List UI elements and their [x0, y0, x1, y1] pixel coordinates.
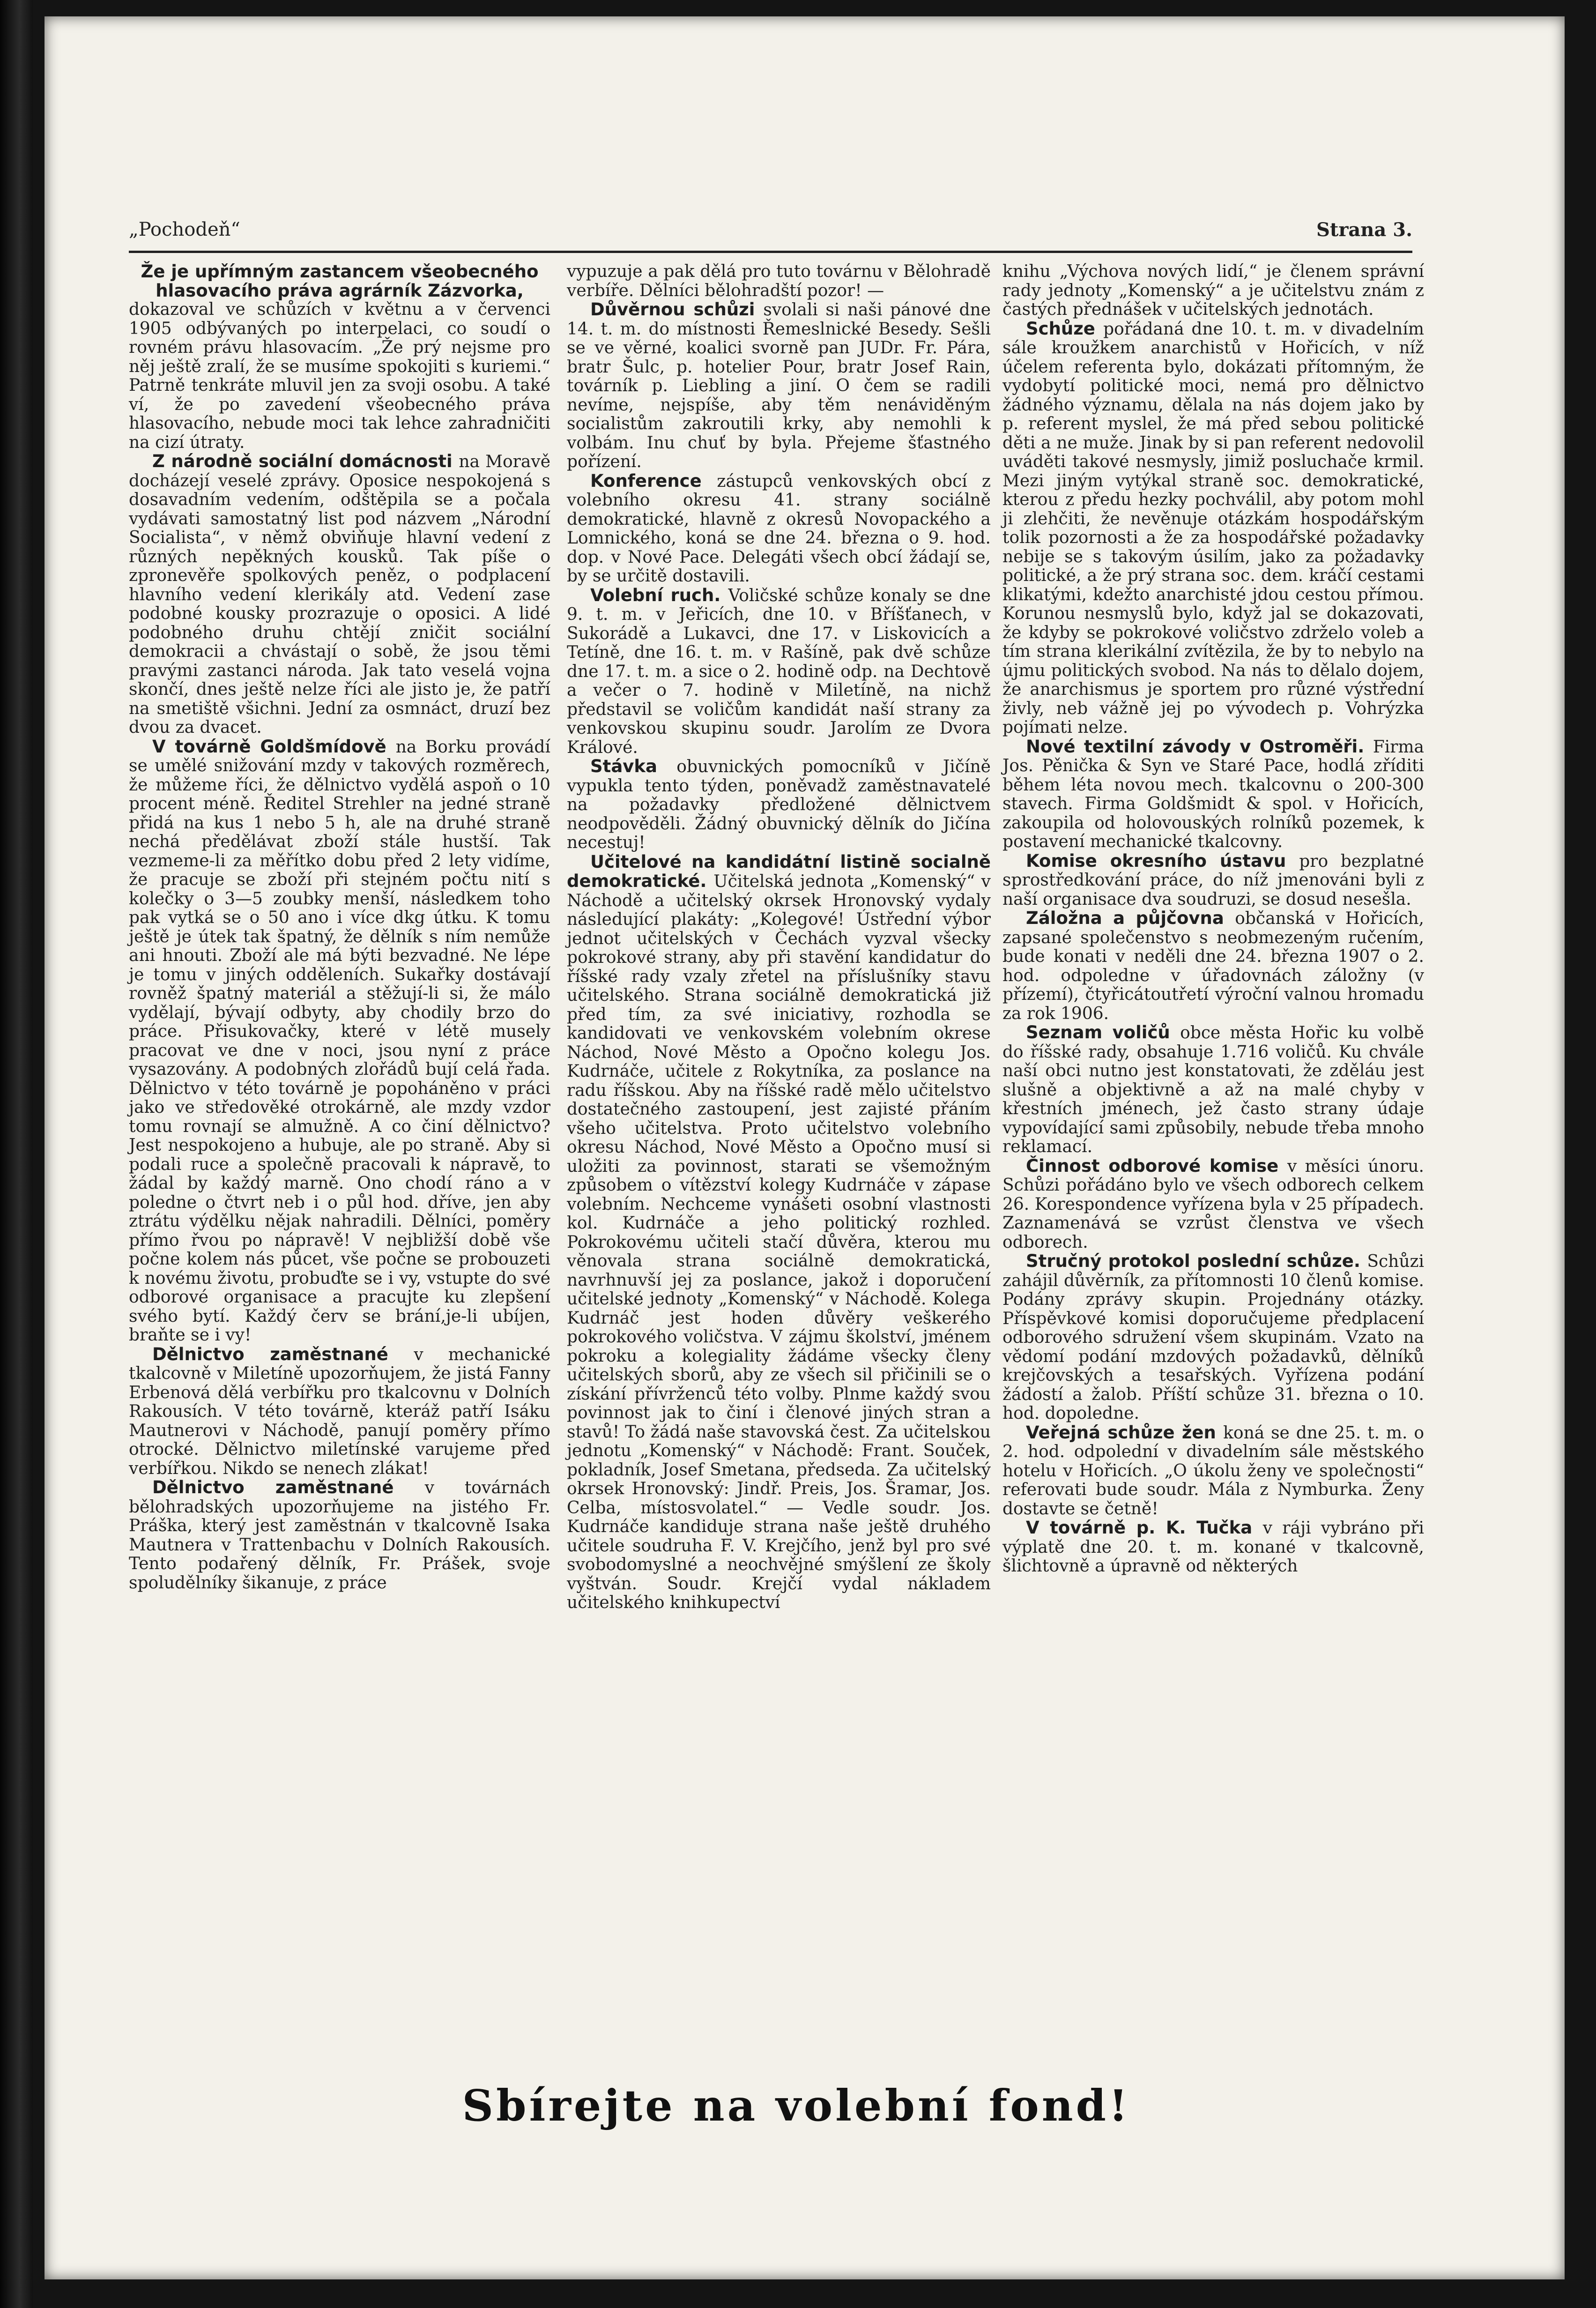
article-tucek: [1002, 1519, 1424, 1576]
article-heading: Komise okresního ústavu: [1026, 850, 1299, 871]
article-body: dokazoval ve schůzích v květnu a v červenci 1905 odbývaných po interpelaci, co soudí o rovném právu hlasovacím. „Že prý nejsme pro něj ještě zralí, že se musíme spokojiti s kuriemi.“ Patrně tenkráte mluvil jen za svoji osobu. A také ví, že po zavedení všeobecného práva hlasovacího, nebude moci tak lehce zahradničiti na cizí útraty.: [129, 300, 550, 452]
article-body: Voličské schůze konaly se dne 9. t. m. v Jeřicích, dne 10. v Bříšťanech, v Sukorádě a Lukavci, dne 17. v Liskovicích a Tetíně, dne 16. t. m. v Rašíně, pak dvě schůze dne 17. t. m. a sice o 2. hodině odp. na Dechtově a večer o 7. hodině v Miletíně, na nichž představil se voličům kandidát naší strany za venkovskou skupinu soudr. Jarolím ze Dvora Králové.: [567, 586, 991, 757]
article-goldsmid: [129, 737, 550, 1345]
article-body: v mechanické tkalcovně v Miletíně upozorňujem, že jistá Fanny Erbenová dělá verbířku pro tkalcovnu v Dolních Rakousích. V této továrně, kteráž patří Isáku Mautnerovi v Náchodě, panují poměry přímo otrocké. Dělnictvo miletínské varujeme před verbířkou. Nikdo se nenech zlákat!: [129, 1345, 551, 1478]
article-body: zástupců venkovských obcí z volebního okresu 41. strany sociálně demokratické, hlavně z okresů Novopackého a Lomnického, koná se dne 24. března o 9. hod. dop. v Nové Pace. Delegáti všech obcí žádají se, by se určitě dostavili.: [567, 471, 991, 586]
article-heading: Nové textilní závody v Ostroměři.: [1026, 736, 1373, 757]
article-konference: [567, 472, 991, 586]
article-zalozna: [1002, 909, 1424, 1023]
article-body: v továrnách bělohradských upozorňujeme na jistého Fr. Práška, který jest zaměstnán v tkalcovně Isaka Mautnera v Trattenbachu v Dolních Rakousích. Tento podařený dělník, Fr. Prášek, svoje spoludělníky šikanuje, z práce: [129, 1478, 550, 1593]
newspaper-title: „Pochodeň“: [129, 219, 240, 240]
article-heading: Dělnictvo zaměstnané: [152, 1344, 414, 1364]
article-heading: Důvěrnou schůzi: [590, 299, 764, 320]
article-heading: Činnost odborové komise: [1026, 1155, 1288, 1176]
article-volebni-ruch: [567, 586, 991, 758]
article-heading: V továrně Goldšmídově: [152, 736, 396, 757]
article-ucitelove: [567, 853, 991, 1613]
article-belohrad: [129, 1478, 550, 1593]
article-miletin: [129, 1345, 550, 1479]
article-narodne-socialni: [129, 452, 550, 737]
article-textilni-zavody: [1002, 737, 1424, 852]
article-body: Schůzi zahájil důvěrník, za přítomnosti 10 členů komise. Podány zprávy skupin. Projednány otázky. Příspěvkové komisi doporučujeme předplacení odborového sdružení všem skupinám. Vzato na vědomí podání mzdových požadavků, dělníků krejčovských a tesařských. Vyřízena podání žádostí a žalob. Příští schůze 31. března o 10. hod. dopoledne.: [1002, 1252, 1424, 1423]
article-body: pořádaná dne 10. t. m. v divadelním sále kroužkem anarchistů v Hořicích, v níž účelem referenta bylo, dokázati přítomným, že vydobytí politické moci, nemá pro dělnictvo žádného významu, dělala na nás dojem jako by p. referent myslel, že má před sebou politické děti a ne muže. Jinak by si pan referent nedovolil uváděti takové nesmysly, jimiž posluchače krmil. Mezi jiným vytýkal straně soc. demokratické, kterou z předu hezky pochválil, aby potom mohl ji zlehčiti, že nevěnuje otázkám hospodářským tolik pozornosti a že za hospodářské požadavky nebije se s takovým úsilím, jako za požadavky politické, a že prý strana soc. dem. kráčí cestami klikatými, kdežto anarchisté jdou cestou přímou. Korunou nesmyslů bylo, když jal se dokazovati, že kdyby se pokrokové voličstvo zdrželo voleb a tím strana klerikální zvítězila, že by to nebylo na újmu politických svobod. Na nás to dělalo dojem, že anarchismus je sportem pro různé výstřední živly, neb vážně jej po vývodech p. Vohrýzka pojímati nelze.: [1002, 319, 1424, 737]
article-heading: Schůze: [1026, 318, 1104, 339]
article-stavka: [567, 757, 991, 853]
article-heading: V továrně p. K. Tučka: [1026, 1518, 1263, 1538]
article-continuation: [567, 262, 991, 300]
article-continuation: [1002, 262, 1424, 320]
footer-slogan: Sbírejte na volební fond!: [462, 2080, 1131, 2131]
article-heading: Volební ruch.: [590, 585, 728, 605]
column-1: [129, 262, 550, 1593]
article-schuze-anarchistu: [1002, 320, 1424, 737]
article-body: Učitelská jednota „Komenský“ v Náchodě a učitelský okrsek Hronovský vydaly následující plakáty: „Kolegové! Ústřední výbor jednot učitelských v Čechách vyzval všecky pokrokové strany, aby při stavění kandidatur do říšské rady vzaly zřetel na příslušníky stavu učitelského. Strana sociálně demokratická již před tím, za své iniciativy, rozhodla se kandidovati ve venkovském volebním okrese Náchod, Nové Město a Opočno kolegu Jos. Kudrnáče, učitele z Rokytníka, za poslance na radu říšskou. Aby na říšské radě mělo učitelstvo dostatečného zastoupení, jest zajisté přáním všeho učitelstva. Proto učitelstvo volebního okresu Náchod, Nové Město a Opočno musí si uložiti za povinnost, starati se všemožným způsobem o vítězství kolegy Kudrnáče v zápase volebním. Nechceme vynášeti osobní vlastnosti kol. Kudrnáče a jeho politický rozhled. Pokrokovému učiteli stačí důvěra, kterou mu věnovala strana sociálně demokratická, navrhnuvší jej za poslance, jakož i doporučení učitelské jednoty „Komenský“ v Náchodě. Kolega Kudrnáč jest hoden důvěry veškerého pokrokového voličstva. V zájmu školství, jménem pokroku a kolegiality žádáme všecky členy učitelských sborů, aby ze všech sil přičinili se o získání přívrženců této volby. Plnme každý svou povinnost jak to činí i členové jiných stran a stavů! To žádá naše stavovská čest. Za učitelskou jednotu „Komenský“ v Náchodě: Frant. Souček, pokladník, Josef Smetana, předseda. Za učitelský okrsek Hronovský: Jindř. Preis, Jos. Šramar, Jos. Celba, místosvolatel.“ — Vedle soudr. Jos. Kudrnáče kandiduje strana naše ještě druhého učitele soudruha F. V. Krejčího, jenž byl pro své svobodomyslné a neochvějné smýšlení ze školy vyštván. Soudr. Krejčí vydal nákladem učitelského knihkupectví: [567, 872, 991, 1612]
article-body: v ráji vybráno při výplatě dne 20. t. m. konané v tkalcovně, šlichtovně a úpravně od některých: [1002, 1519, 1424, 1576]
article-body: v měsíci únoru. Schůzi pořádáno bylo ve všech odborech celkem 26. Korespondence vyřízena byla v 25 případech. Zaznamenává se vzrůst členstva ve všech odborech.: [1002, 1156, 1424, 1252]
article-komise-ustavu: [1002, 852, 1424, 909]
article-body: koná se dne 25. t. m. o 2. hod. odpolední v divadelním sále městského hotelu v Hořicích. „O úkolu ženy ve společnosti“ referovati bude soudr. Mála z Nymburka. Ženy dostavte se četně!: [1002, 1423, 1425, 1519]
article-body: vypuzuje a pak dělá pro tuto továrnu v Bělohradě verbíře. Dělníci bělohradští pozor! —: [567, 262, 991, 300]
article-body: knihu „Výchova nových lidí,“ je členem správní rady jednoty „Komenský“ a je učitelstvu znám z častých přednášek v učitelských jednotách.: [1002, 262, 1424, 319]
running-header: [129, 218, 1412, 253]
article-body: na Borku provádí se umělé snižování mzdy v takových rozměrech, že můžeme říci, že dělnictvo vydělá aspoň o 10 procent méně. Ředitel Strehler na jedné straně přidá na kus 1 nebo 5 h, ale na druhé straně nechá předělávat zboží stále hustší. Tak vezmeme-li za měřítko dobu před 2 lety vidíme, že pracuje se zboží při stejném počtu nití s kolečky o 3—5 zoubky menší, následkem toho pak vytká se o 50 ano i více dkg útku. K tomu ještě je útek tak špatný, že dělník s ním nemůže ani hnouti. Zboží ale má býti bezvadné. Ne lépe je tomu v jiných odděleních. Sukařky dostávají rovněž špatný materiál a stěžují-li si, že málo vydělají, bývají odbyty, aby chodily brzo do práce. Přisukovačky, které v létě musely pracovat ve dne v noci, jsou nyní z práce vysazovány. A podobných zlořádů bují celá řada. Dělnictvo v této továrně je popoháněno v práci jako ve středověké otrokárně, ale mzdy vzdor tomu rovnají se almužně. A co činí dělnictvo? Jest nespokojeno a hubuje, ale po straně. Aby si podali ruce a společně pracovali k nápravě, to žádal by každý marně. Ono chodí ráno a v poledne o čtvrt neb i o půl hod. dříve, jen aby ztrátu výdělku nějak nahradili. Dělníci, poměry přímo řvou po nápravě! V nejbližší době vše počne kolem nás půcet, vše počne se probouzeti k novému životu, probuďte se i vy, vstupte do své odborové organisace a pracujte ku zlepšení svého bytí. Každý červ se brání,je-li ubíjen, braňte se i vy!: [129, 737, 550, 1345]
column-2: [567, 262, 991, 1613]
article-body: pro bezplatné sprostředkování práce, do níž jmenováni byli z naší organisace dva soudruzi, se dosud nesešla.: [1002, 851, 1424, 909]
article-protokol: [1002, 1252, 1424, 1423]
article-heading: Veřejná schůze žen: [1026, 1422, 1224, 1443]
article-heading: Konference: [590, 470, 717, 491]
article-body: občanská v Hořicích, zapsané společenstvo s neobmezeným ručením, bude konati v neděli dne 24. března 1907 o 2. hod. odpoledne v úřadovnách záložny (v přízemí), čtyřicátoutřetí výroční valnou hromadu za rok 1906.: [1002, 909, 1424, 1023]
article-duverna-schuze: [567, 300, 991, 472]
article-seznam-volicu: [1002, 1023, 1424, 1157]
article-body: obuvnických pomocníků v Jičíně vypukla tento týden, poněvadž zaměstnavatelé na požadavky předložené dělnictvem neodpověděli. Žádný obuvnický dělník do Jičína necestuj!: [567, 757, 991, 852]
article-heading: Z národně sociální domácnosti: [152, 451, 459, 471]
article-heading: Stručný protokol poslední schůze.: [1026, 1251, 1367, 1271]
article-heading: Dělnictvo zaměstnané: [152, 1477, 425, 1497]
article-zazvorka: [129, 262, 550, 452]
article-odborova-komise: [1002, 1157, 1424, 1252]
article-heading: Stávka: [590, 756, 677, 776]
article-body: na Moravě docházejí veselé zprávy. Oposice nespokojená s dosavadním vedením, odštěpila se a počala vydávati samostatný list pod názvem „Národní Socialista“, v němž obviňuje hlavní vedení z různých nepěkných kousků. Tak píše o zpronevěře spolkových peněz, o podplacení hlavního vedení klerikály atd. Vedení zase podobné kousky prozrazuje o oposici. A lidé podobného druhu chtějí zničit sociální demokracii a chvástají o sobě, že jsou těmi pravými zastanci národa. Jak tato veselá vojna skončí, dnes ještě nelze říci ale jisto je, že patří na smetiště všichni. Jední za osmnáct, druzí bez dvou za dvacet.: [129, 452, 550, 737]
article-heading: Učitelové na kandidátní listině socialně demokratické.: [567, 851, 991, 891]
article-body: svolali si naši pánové dne 14. t. m. do místnosti Řemeslnické Besedy. Sešli se ve věrné, koalici svorně pan JUDr. Fr. Pára, bratr Šulc, p. hotelier Pour, bratr Josef Rain, továrník p. Liebling a jiní. O čem se radili nevíme, nejspíše, aby těm nenáviděným socialistům zakroutili krky, aby nemohli k volbám. Inu chuť by byla. Přejeme šťastného pořízení.: [567, 300, 991, 471]
column-3: [1002, 262, 1424, 1576]
article-body: obce města Hořic ku volbě do říšské rady, obsahuje 1.716 voličů. Ku chvále naší obci nutno jest konstatovati, že zděláu jest slušně a objektivně a až na malé chyby v křestních jménech, jež často strany údaje vypovídající sami způsobily, nebude třeba mnoho reklamací.: [1002, 1023, 1424, 1156]
page-binding-edge: [0, 0, 33, 2308]
article-heading: Že je upřímným zastancem všeobecného hlasovacího práva agrárník Zázvorka,: [141, 261, 539, 301]
page-number: Strana 3.: [1316, 219, 1412, 241]
article-heading: Seznam voličů: [1026, 1022, 1180, 1042]
article-body: Firma Jos. Pěnička & Syn ve Staré Pace, hodlá zříditi během léta novou mech. tkalcovnu o 200-300 stavech. Firma Goldšmidt & spol. v Hořicích, zakoupila od holovouských rolníků pozemek, k postavení mechanické tkalcovny.: [1002, 737, 1424, 851]
article-schuze-zen: [1002, 1423, 1424, 1519]
article-heading: Záložna a půjčovna: [1026, 908, 1235, 928]
